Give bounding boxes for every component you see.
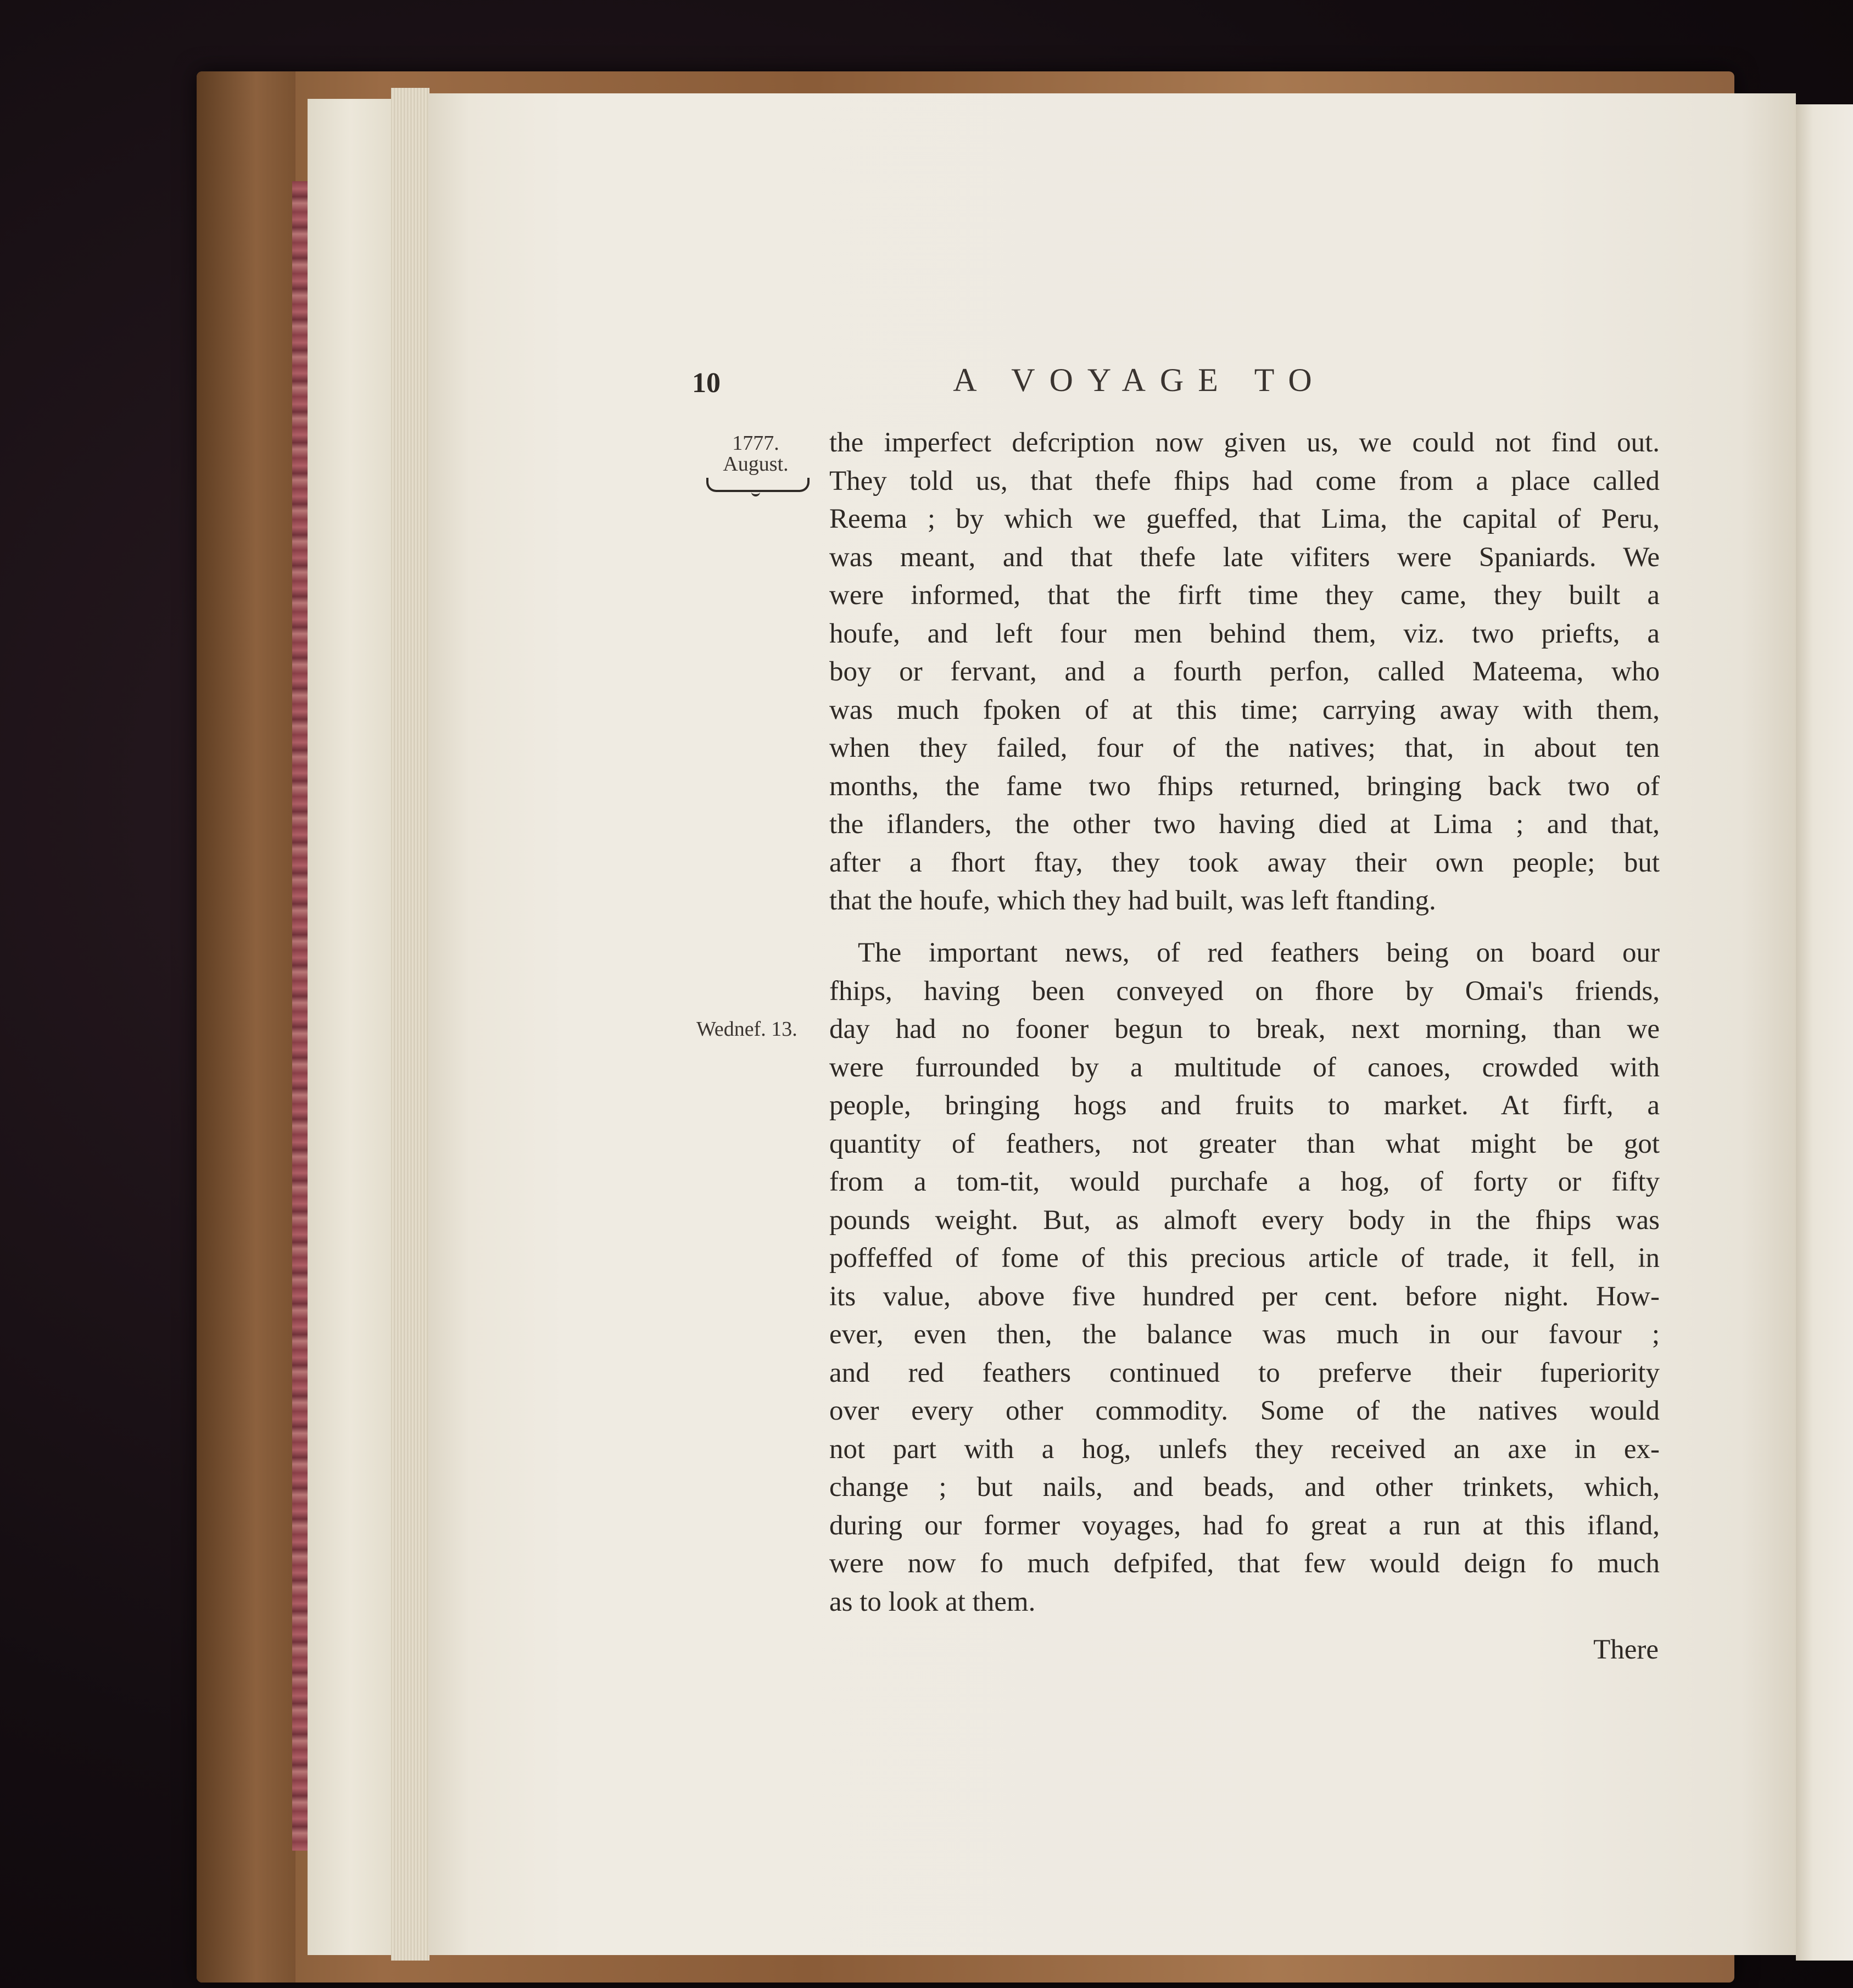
text-line: that the houfe, which they had built, was left ftanding. [829, 885, 1436, 916]
book-spine-edge [197, 71, 295, 1983]
text-line: months, the fame two fhips returned, bringing back two of [829, 770, 1660, 802]
paragraph-1 [829, 424, 1660, 920]
text-line: people, bringing hogs and fruits to market. At firft, a [829, 1090, 1660, 1121]
text-line: over every other commodity. Some of the natives would [829, 1395, 1660, 1426]
text-line: was meant, and that thefe late vifiters were Spaniards. We [829, 541, 1660, 573]
running-head: A VOYAGE TO [953, 362, 1326, 398]
text-line: from a tom-tit, would purchafe a hog, of forty or fifty [829, 1166, 1660, 1197]
text-line: during our former voyages, had fo great a run at this ifland, [829, 1510, 1660, 1541]
marbled-edge [292, 181, 308, 1851]
text-line: Reema ; by which we gueffed, that Lima, the capital of Peru, [829, 504, 1660, 534]
margin-month: August. [723, 453, 789, 476]
page-number: 10 [692, 367, 721, 399]
text-line: ever, even then, the balance was much in our favour ; [829, 1319, 1660, 1350]
paragraph-2 [829, 934, 1660, 1621]
text-line: as to look at them. [829, 1586, 1036, 1617]
text-line: were furrounded by a multitude of canoes, crowded with [829, 1052, 1660, 1083]
margin-brace-tip [751, 488, 760, 496]
text-line: were informed, that the firft time they came, they built a [829, 580, 1660, 611]
text-line: The important news, of red feathers being on board our [858, 937, 1660, 968]
text-line: when they failed, four of the natives; that, in about ten [829, 733, 1660, 763]
text-line: poffeffed of fome of this precious article of trade, it fell, in [829, 1243, 1660, 1274]
margin-year: 1777. [732, 432, 779, 455]
catchword: There [1593, 1634, 1659, 1665]
endpaper [308, 99, 393, 1955]
text-line: were now fo much defpifed, that few would deign fo much [829, 1548, 1660, 1579]
text-line: was much fpoken of at this time; carrying away with them, [829, 694, 1660, 725]
text-line: boy or fervant, and a fourth perfon, called Mateema, who [829, 656, 1660, 687]
text-line: the imperfect defcription now given us, we could not find out. [829, 427, 1660, 458]
facing-page-edge [1796, 104, 1853, 1961]
text-line: the iflanders, the other two having died at Lima ; and that, [829, 809, 1660, 840]
text-line: and red feathers continued to preferve their fuperiority [829, 1357, 1660, 1388]
text-line: houfe, and left four men behind them, viz. two priefts, a [829, 618, 1660, 649]
text-line: not part with a hog, unlefs they received an axe in ex- [829, 1433, 1660, 1465]
text-line: its value, above five hundred per cent. before night. How- [829, 1281, 1660, 1312]
margin-date: Wednef. 13. [696, 1018, 797, 1041]
text-line: day had no fooner begun to break, next morning, than we [829, 1014, 1660, 1045]
text-line: They told us, that thefe fhips had come from a place called [829, 465, 1660, 496]
text-line: pounds weight. But, as almoft every body in the fhips was [829, 1204, 1660, 1236]
text-line: quantity of feathers, not greater than what might be got [829, 1128, 1660, 1159]
text-line: change ; but nails, and beads, and other trinkets, which, [829, 1472, 1660, 1503]
text-line: after a fhort ftay, they took away their own people; but [829, 847, 1660, 878]
text-line: fhips, having been conveyed on fhore by Omai's friends, [829, 975, 1660, 1007]
page-stack [391, 88, 429, 1961]
